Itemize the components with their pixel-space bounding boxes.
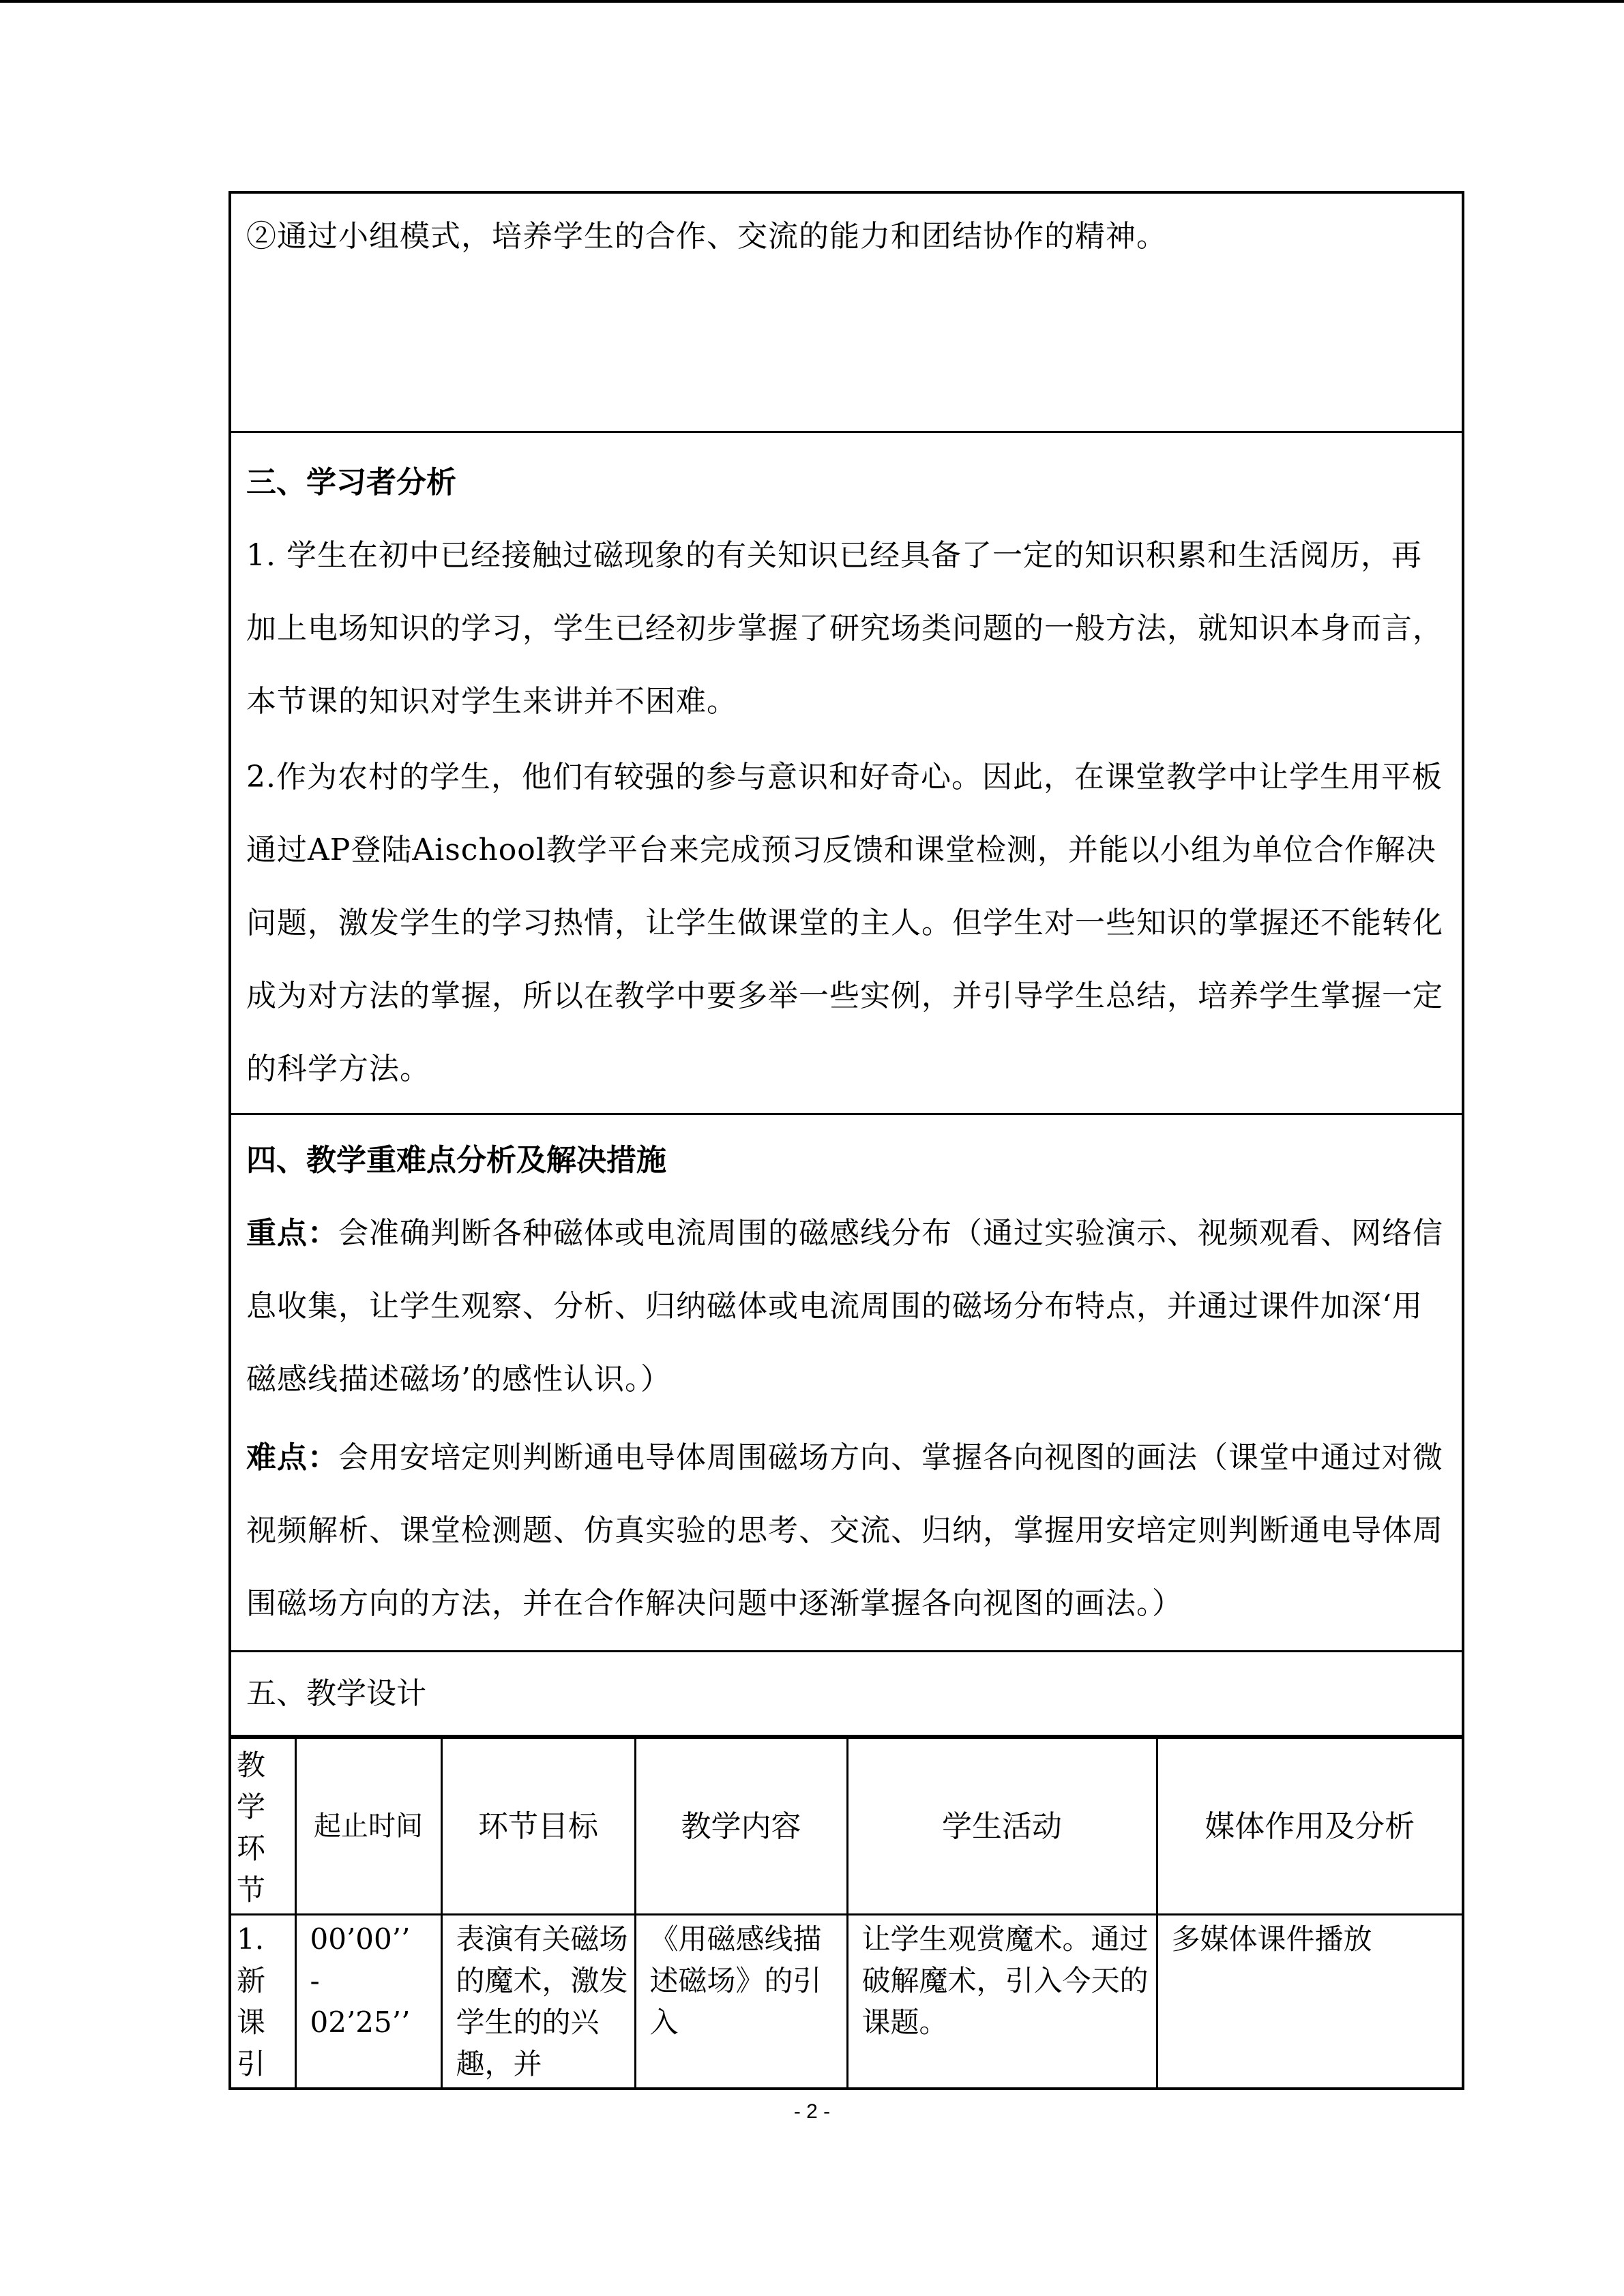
learner-analysis-heading: 三、学习者分析 xyxy=(246,465,456,500)
teaching-design-table xyxy=(231,1737,1462,2087)
key-points-heading: 四、教学重难点分析及解决措施 xyxy=(246,1143,666,1178)
header-stage-label: 教学环节 xyxy=(237,1748,266,1907)
table-row xyxy=(231,1915,1462,2088)
header-content: 教学内容 xyxy=(635,1738,847,1915)
row1-time-end: 02’25’’ xyxy=(310,2006,411,2039)
header-media: 媒体作用及分析 xyxy=(1157,1738,1462,1915)
header-goal: 环节目标 xyxy=(441,1738,635,1915)
row1-time-dash: - xyxy=(310,1964,320,1997)
difficult-point-label: 难点： xyxy=(246,1440,338,1475)
row1-stage xyxy=(231,1915,295,2088)
key-point-label: 重点： xyxy=(246,1216,338,1251)
learner-analysis-paragraph-1: 1. 学生在初中已经接触过磁现象的有关知识已经具备了一定的知识积累和生活阅历，再加上电场知识的学习，学生已经初步掌握了研究场类问题的一般方法，就知识本身而言，本节课的知识对学生来讲并不困难。 xyxy=(246,538,1443,719)
row1-activity: 让学生观赏魔术。通过破解魔术，引入今天的课题。 xyxy=(847,1915,1157,2088)
header-time: 起止时间 xyxy=(295,1738,441,1915)
key-point-paragraph xyxy=(246,1197,1447,1416)
key-points-section xyxy=(231,1115,1462,1652)
document-table xyxy=(228,191,1464,2090)
header-activity: 学生活动 xyxy=(847,1738,1157,1915)
difficult-point-text: 会用安培定则判断通电导体周围磁场方向、掌握各向视图的画法（课堂中通过对微视频解析、课堂检测题、仿真实验的思考、交流、归纳，掌握用安培定则判断通电导体周围磁场方向的方法，并在合作解决问题中逐渐掌握各向视图的画法。） xyxy=(246,1440,1443,1621)
learner-analysis-paragraph-2: 2.作为农村的学生，他们有较强的参与意识和好奇心。因此，在课堂教学中让学生用平板通过AP登陆Aischool教学平台来完成预习反馈和课堂检测，并能以小组为单位合作解决问题，激发学生的学习热情，让学生做课堂的主人。但学生对一些知识的掌握还不能转化成为对方法的掌握，所以在教学中要多举一些实例，并引导学生总结，培养学生掌握一定的科学方法。 xyxy=(246,760,1443,1086)
teaching-design-section xyxy=(231,1652,1462,2087)
teaching-design-heading: 五、教学设计 xyxy=(231,1652,1462,1737)
page-number: - 2 - xyxy=(793,2100,831,2123)
table-header-row xyxy=(231,1738,1462,1915)
row1-goal: 表演有关磁场的魔术，激发学生的的兴趣，并 xyxy=(441,1915,635,2088)
row1-time xyxy=(295,1915,441,2088)
row1-media: 多媒体课件播放 xyxy=(1157,1915,1462,2088)
row1-time-start: 00’00’’ xyxy=(310,1922,411,1956)
learner-analysis-section xyxy=(231,433,1462,1115)
page-top-border xyxy=(0,0,1624,3)
row1-content: 《用磁感线描述磁场》的引入 xyxy=(635,1915,847,2088)
goal-item-2: ②通过小组模式，培养学生的合作、交流的能力和团结协作的精神。 xyxy=(246,219,1167,254)
row1-stage-label: 1.新课引 xyxy=(237,1922,266,2081)
difficult-point-paragraph xyxy=(246,1421,1447,1640)
header-stage xyxy=(231,1738,295,1915)
goal-section xyxy=(231,194,1462,433)
key-point-text: 会准确判断各种磁体或电流周围的磁感线分布（通过实验演示、视频观看、网络信息收集，让学生观察、分析、归纳磁体或电流周围的磁场分布特点，并通过课件加深‘用磁感线描述磁场’的感性认识。） xyxy=(246,1216,1443,1397)
